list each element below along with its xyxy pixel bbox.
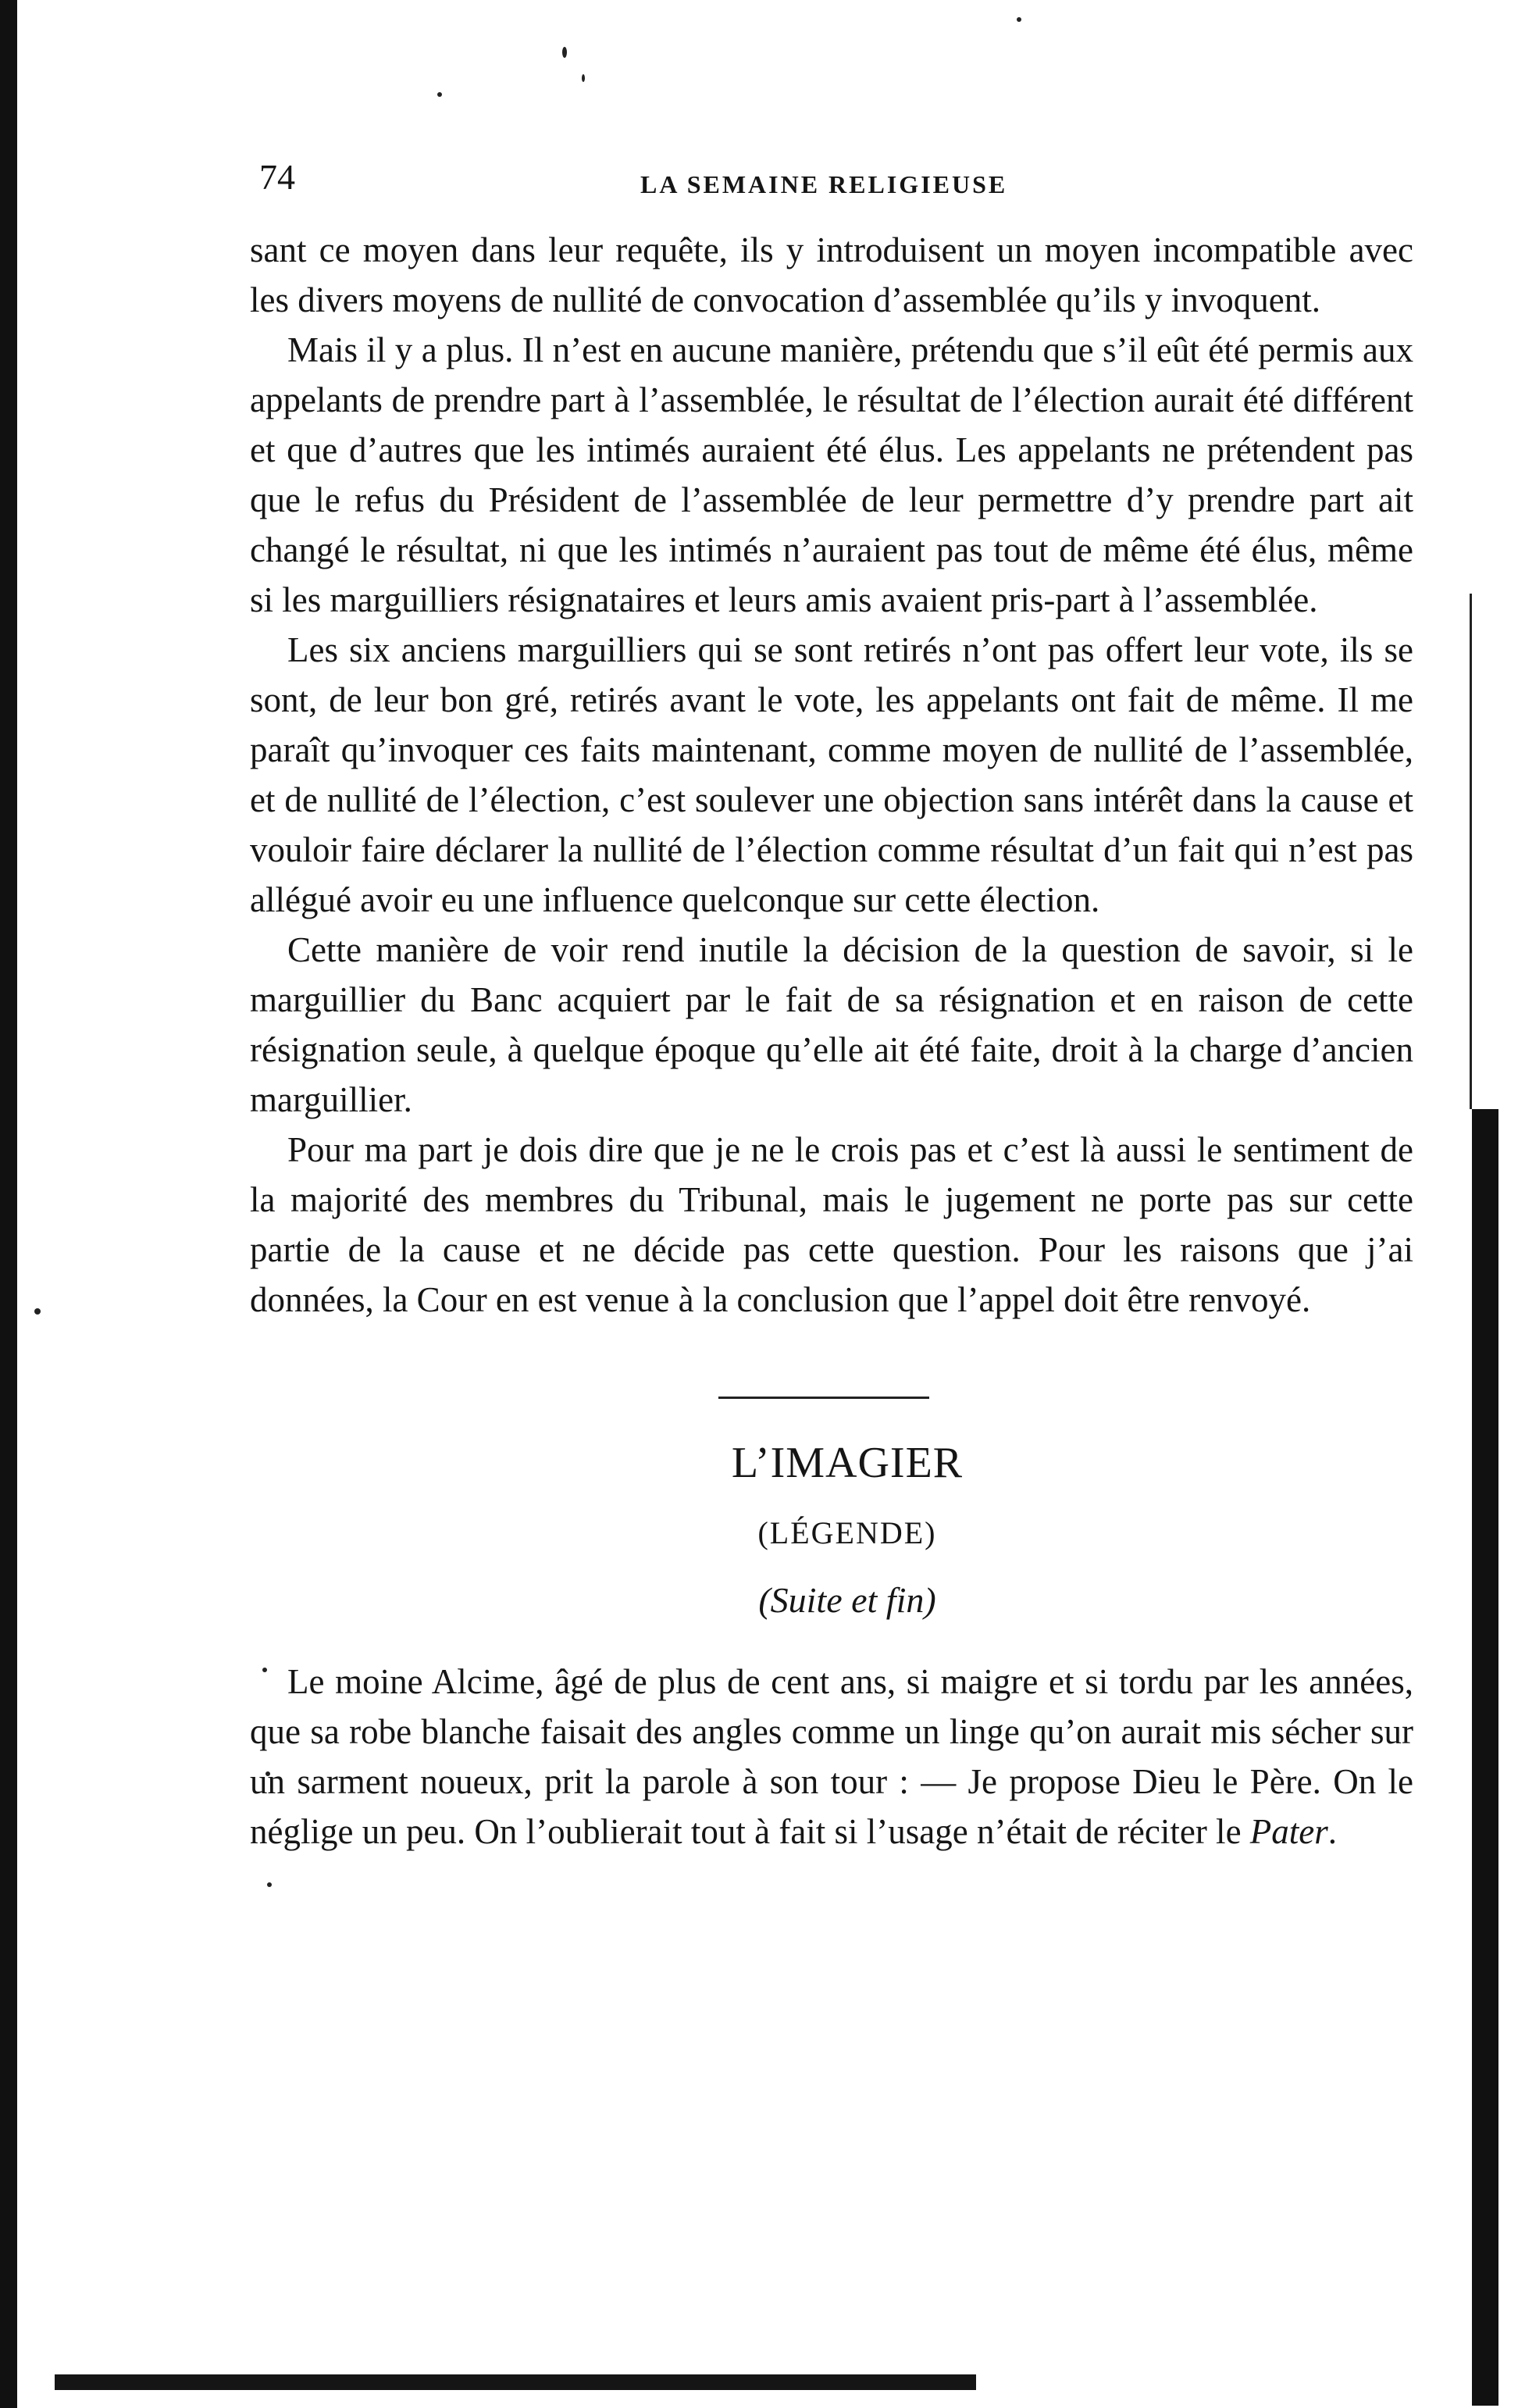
document-page bbox=[250, 156, 1413, 1857]
section-subtitle: (LÉGENDE) bbox=[757, 1515, 937, 1550]
scan-edge-line bbox=[1470, 594, 1472, 1109]
section-note: (Suite et fin) bbox=[758, 1580, 936, 1620]
paragraph-1: sant ce moyen dans leur requête, ils y introduisent un moyen incompatible avec les divers moyens de nullité de convocation d’assemblée qu’ils y invoquent. bbox=[250, 230, 1413, 319]
scan-border-left bbox=[0, 0, 17, 2408]
story-end: . bbox=[1327, 1812, 1338, 1851]
scan-speck bbox=[1017, 17, 1021, 22]
story-italic-word: Pater bbox=[1249, 1812, 1328, 1851]
paragraph-3: Les six anciens marguilliers qui se sont retirés n’ont pas offert leur vote, ils se sont, de leur bon gré, retirés avant le vote, les appelants ont fait de même. Il me paraît qu’invoquer ces faits maintenant, comme moyen de nullité de l’assemblée, et de nullité de l’élection, c’est soulever une objection sans intérêt dans la cause et vouloir faire déclarer la nullité de l’élection comme résultat d’un fait qui n’est pas allégué avoir eu une influence quelconque sur cette élection. bbox=[250, 630, 1413, 919]
scan-speck bbox=[34, 1308, 41, 1315]
story-text: Le moine Alcime, âgé de plus de cent ans, si maigre et si tordu par les années, que sa robe blanche faisait des angles comme un linge qu’on aurait mis sécher sur un sarment noueux, prit la parole à son tour : — Je propose Dieu le Père. On le néglige un peu. On l’oublierait tout à fait si l’usage n’était de réciter le bbox=[250, 1662, 1413, 1851]
scan-border-bottom bbox=[55, 2374, 976, 2390]
header-gap bbox=[250, 211, 1413, 225]
scan-speck bbox=[437, 92, 442, 97]
scan-speck bbox=[582, 74, 585, 82]
paragraph-2: Mais il y a plus. Il n’est en aucune manière, prétendu que s’il eût été permis aux appelants de prendre part à l’assemblée, le résultat de l’élection aurait été différent et que d’autres que les intimés auraient été élus. Les appelants ne prétendent pas que le refus du Président de l’assemblée de leur permettre d’y prendre part ait changé le résultat, ni que les intimés n’auraient pas tout de même été élus, même si les marguilliers résignataires et leurs amis avaient pris-part à l’assemblée. bbox=[250, 330, 1413, 619]
paragraph-4: Cette manière de voir rend inutile la décision de la question de savoir, si le marguillier du Banc acquiert par le fait de sa résignation et en raison de cette résignation seule, à quelque époque qu’elle ait été faite, droit à la charge d’ancien marguillier. bbox=[250, 930, 1413, 1119]
scan-border-right bbox=[1472, 1109, 1498, 2406]
page-header bbox=[250, 156, 1413, 211]
section-divider bbox=[718, 1397, 929, 1399]
section-title: L’IMAGIER bbox=[731, 1439, 964, 1487]
story-paragraph bbox=[250, 1657, 1413, 1857]
page-number: 74 bbox=[259, 157, 295, 197]
paragraph-5: Pour ma part je dois dire que je ne le crois pas et c’est là aussi le sentiment de la majorité des membres du Tribunal, mais le jugement ne porte pas sur cette partie de la cause et ne décide pas cette question. Pour les raisons que j’ai données, la Cour en est venue à la conclusion que l’appel doit être renvoyé. bbox=[250, 1130, 1413, 1319]
scan-speck bbox=[562, 47, 567, 58]
running-title: LA SEMAINE RELIGIEUSE bbox=[640, 170, 1008, 198]
scan-speck bbox=[267, 1882, 272, 1887]
